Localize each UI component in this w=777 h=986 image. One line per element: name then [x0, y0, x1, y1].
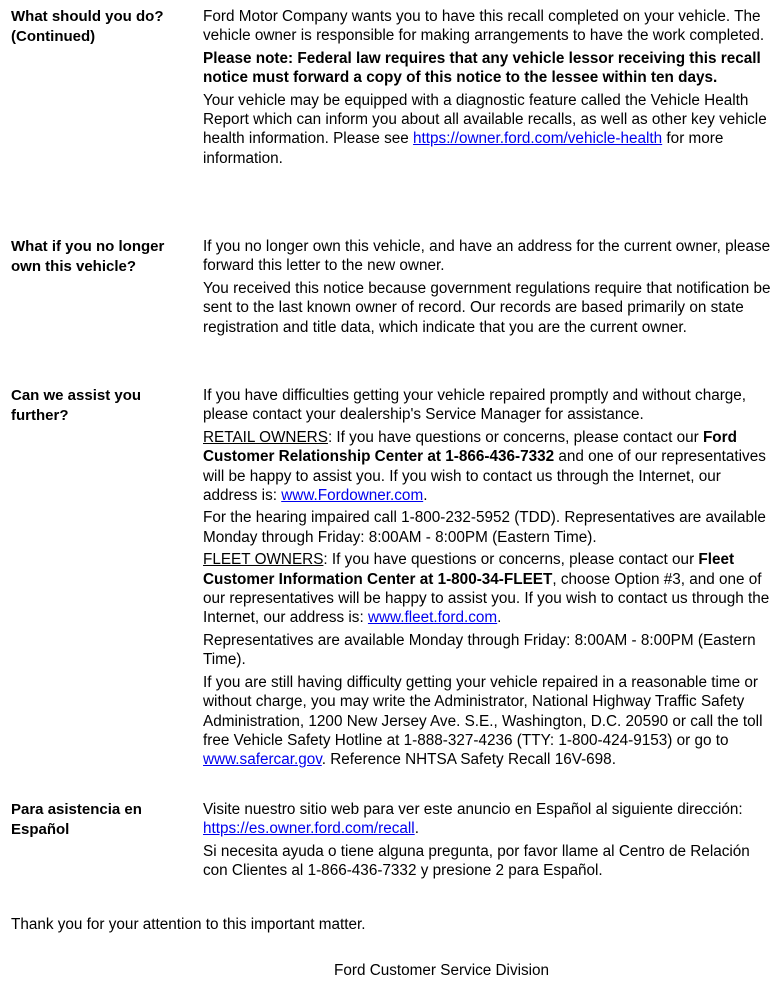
paragraph: If you have difficulties getting your vehicle repaired promptly and without charge, please contact your dealership's Service Manager for assistance.	[203, 387, 747, 424]
section-label: Para asistencia en Español	[11, 801, 142, 838]
hearing-impaired-paragraph: For the hearing impaired call 1-800-232-5952 (TDD). Representatives are available Monday through Friday: 8:00AM - 8:00PM (Eastern Time).	[203, 509, 766, 546]
section-body	[203, 7, 773, 171]
nhtsa-paragraph: If you are still having difficulty getting your vehicle repaired in a reasonable time or without charge, you may write the Administrator, National Highway Traffic Safety Administration, 1200 New Jersey Ave. S.E., Washington, D.C. 20590 or call the toll free Vehicle Safety Hotline at 1-888-327-4236 (TTY: 1-800-424-9153) or go to www.safercar.gov. Reference NHTSA Safety Recall 16V-698.	[203, 673, 763, 769]
paragraph: If you no longer own this vehicle, and have an address for the current owner, please forward this letter to the new owner.	[203, 238, 771, 275]
vehicle-health-link[interactable]: https://owner.ford.com/vehicle-health	[413, 130, 663, 148]
paragraph: Ford Motor Company wants you to have this recall completed on your vehicle. The vehicle owner is responsible for making arrangements to have the work completed.	[203, 8, 765, 45]
fordowner-link[interactable]: www.Fordowner.com	[281, 487, 424, 505]
section-body	[203, 237, 773, 340]
section-label: What should you do? (Continued)	[11, 8, 164, 45]
signature-line: Ford Customer Service Division	[334, 962, 550, 979]
closing-line: Thank you for your attention to this important matter.	[11, 916, 366, 933]
lessor-notice: Please note: Federal law requires that any vehicle lessor receiving this recall notice must forward a copy of this notice to the lessee within ten days.	[203, 49, 761, 87]
section-label: What if you no longer own this vehicle?	[11, 238, 165, 275]
paragraph: Your vehicle may be equipped with a diagnostic feature called the Vehicle Health Report which can inform you about all available recalls, as well as other key vehicle health information. Please see https://owner.ford.com/vehicle-health for more information.	[203, 91, 767, 167]
retail-owners-heading: RETAIL OWNERS	[203, 428, 328, 446]
paragraph: You received this notice because government regulations require that notification be sent to the last known owner of record. Our records are based primarily on state registration and title data, which indicate that you are the current owner.	[203, 279, 771, 336]
fleet-owners-paragraph: FLEET OWNERS: If you have questions or concerns, please contact our Fleet Customer Information Center at 1-800-34-FLEET, choose Option #3, and one of our representatives will be happy to assist you. If you wish to contact us through the Internet, our address is: www.fleet.ford.com.	[203, 551, 770, 627]
espanol-recall-link[interactable]: https://es.owner.ford.com/recall	[203, 820, 415, 838]
section-body	[203, 386, 773, 773]
safercar-link[interactable]: www.safercar.gov	[203, 751, 322, 769]
section-body	[203, 800, 773, 884]
paragraph: Si necesita ayuda o tiene alguna pregunta, por favor llame al Centro de Relación con Clientes al 1-866-436-7332 y presione 2 para Español.	[203, 842, 750, 880]
fleet-hours-paragraph: Representatives are available Monday through Friday: 8:00AM - 8:00PM (Eastern Time).	[203, 631, 756, 669]
relationship-center-phone: Ford Customer Relationship Center at 1-866-436-7332	[203, 428, 737, 466]
retail-owners-paragraph: RETAIL OWNERS: If you have questions or concerns, please contact our Ford Customer Relationship Center at 1-866-436-7332 and one of our representatives will be happy to assist you. If you wish to contact us through the Internet, our address is: www.Fordowner.com.	[203, 428, 766, 505]
fleet-center-phone: Fleet Customer Information Center at 1-800-34-FLEET	[203, 551, 735, 588]
fleet-owners-heading: FLEET OWNERS	[203, 551, 324, 569]
fleet-ford-link[interactable]: www.fleet.ford.com	[367, 609, 498, 627]
section-label: Can we assist you further?	[11, 387, 142, 424]
paragraph: Visite nuestro sitio web para ver este anuncio en Español al siguiente dirección: https://es.owner.ford.com/recall.	[203, 801, 743, 838]
